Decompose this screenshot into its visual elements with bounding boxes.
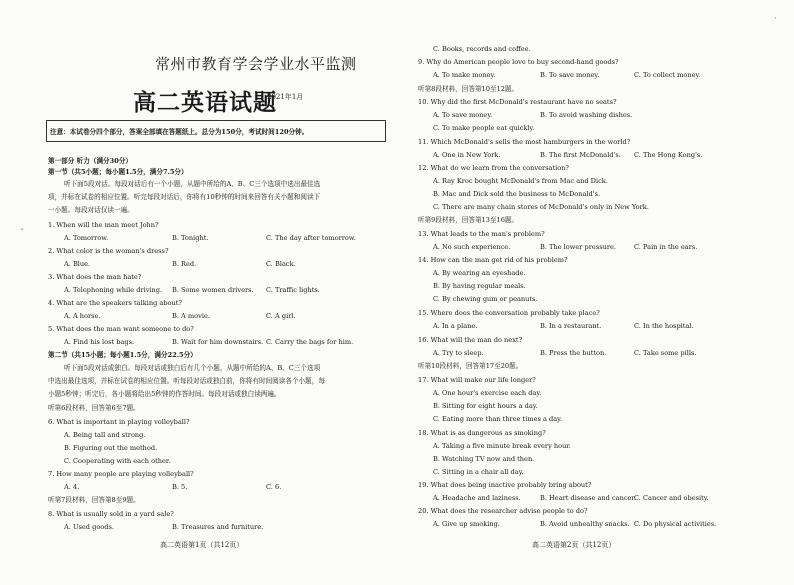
right-text-line: 12. What do we learn from the conversation? xyxy=(418,164,569,172)
right-text-line: B. Heart disease and cancer. xyxy=(540,494,636,502)
right-text-line: 听第9段材料，回答第13至16题。 xyxy=(418,216,519,224)
right-text-line: A. Ray Kroc bought McDonald's from Mac and Dick. xyxy=(433,177,608,185)
right-text-line: A. By wearing an eyeshade. xyxy=(433,269,526,277)
right-text-line: C. In the hospital. xyxy=(634,322,694,330)
right-text-line: C. Books, records and coffee. xyxy=(433,45,531,53)
right-text-line: 11. Which McDonald's sells the most hamburgers in the world? xyxy=(418,138,631,146)
right-text-line: C. Pain in the ears. xyxy=(634,243,698,251)
margin-mark: · xyxy=(774,14,777,23)
left-text-line: B. Red. xyxy=(172,260,197,268)
right-text-line: 13. What leads to the man's problem? xyxy=(418,230,545,238)
right-text-line: 14. How can the man get rid of his problem? xyxy=(418,256,568,264)
left-text-line: 听第7段材料，回答第8至9题。 xyxy=(48,496,140,504)
left-text-line: 2. What color is the woman's dress? xyxy=(48,247,169,255)
left-text-line: A. Blue. xyxy=(64,260,91,268)
left-text-line: 第一节（共5小题；每小题1.5分，满分7.5分） xyxy=(48,168,188,176)
right-text-line: 17. What will make our life longer? xyxy=(418,376,536,384)
left-text-line: 6. What is important in playing volleyball? xyxy=(48,418,190,426)
exam-notice: 注意：本试卷分四个部分，答案全部填在答题纸上。总分为150分，考试时间120分钟。 xyxy=(46,120,386,142)
right-text-line: C. To make people eat quickly. xyxy=(433,124,535,132)
left-text-line: B. Tonight. xyxy=(172,234,209,242)
left-text-line: 1. When will the man meet John? xyxy=(48,221,159,229)
left-text-line: A. Being tall and strong. xyxy=(64,431,146,439)
left-text-line: 小题5秒钟；听完后，各小题将给出5秒钟的作答时间。每段对话或独白读两遍。 xyxy=(48,390,281,398)
left-text-line: 8. What is usually sold in a yard sale? xyxy=(48,510,174,518)
footer-right-page-number: 高二英语第2页（共12页） xyxy=(532,541,616,549)
left-text-line: 3. What does the man hate? xyxy=(48,273,142,281)
right-text-line: B. Watching TV now and then. xyxy=(433,455,535,463)
right-text-line: C. Eating more than three times a day. xyxy=(433,415,563,423)
right-text-line: 9. Why do American people love to buy second-hand goods? xyxy=(418,58,619,66)
left-text-line: B. Some women drivers. xyxy=(172,286,254,294)
left-text-line: 7. How many people are playing volleyball? xyxy=(48,470,194,478)
right-text-line: A. One hour's exercise each day. xyxy=(433,389,542,397)
right-text-line: B. To avoid washing dishes. xyxy=(540,111,633,119)
left-text-line: A. A horse. xyxy=(64,312,101,320)
left-text-line: 听第6段材料，回答第6至7题。 xyxy=(48,404,140,412)
exam-date: 2021年1月 xyxy=(267,93,304,101)
right-text-line: A. To make money. xyxy=(433,71,496,79)
left-text-line: 4. What are the speakers talking about? xyxy=(48,299,182,307)
right-text-line: B. Mac and Dick sold the business to McDonald's. xyxy=(433,190,601,198)
exam-title: 高二英语试题 xyxy=(133,89,277,116)
left-text-line: B. Treasures and furniture. xyxy=(172,523,264,531)
right-text-line: A. In a plane. xyxy=(433,322,478,330)
right-text-line: B. Avoid unhealthy snacks. xyxy=(540,520,630,528)
right-text-line: 16. What will the man do next? xyxy=(418,336,523,344)
right-text-line: B. The lower pressure. xyxy=(540,243,616,251)
footer-left-page-number: 高二英语第1页（共12页） xyxy=(160,541,244,549)
right-text-line: A. To save money. xyxy=(433,111,493,119)
left-text-line: A. 4. xyxy=(64,483,80,491)
left-text-line: C. 6. xyxy=(266,483,282,491)
right-text-line: 18. What is as dangerous as smoking? xyxy=(418,429,546,437)
left-text-line: A. Tomorrow. xyxy=(64,234,109,242)
margin-mark: ˇ xyxy=(20,228,24,237)
right-text-line: B. Sitting for eight hours a day. xyxy=(433,402,538,410)
left-text-line: A. Telephoning while driving. xyxy=(64,286,163,294)
left-text-line: 5. What does the man want someone to do? xyxy=(48,325,194,333)
right-text-line: C. To collect money. xyxy=(634,71,701,79)
right-text-line: B. The first McDonald's. xyxy=(540,151,621,159)
left-text-line: 第二节（共15小题；每小题1.5分，满分22.5分） xyxy=(48,351,197,359)
left-text-line: C. Cooperating with each other. xyxy=(64,457,171,465)
left-text-line: A. Used goods. xyxy=(64,523,114,531)
right-text-line: A. Try to sleep. xyxy=(433,349,484,357)
left-text-line: B. Figuring out the method. xyxy=(64,444,158,452)
right-text-line: 听第8段材料，回答第10至12题。 xyxy=(418,85,519,93)
right-text-line: 15. Where does the conversation probably take place? xyxy=(418,309,600,317)
right-text-line: A. Headache and laziness. xyxy=(433,494,521,502)
right-text-line: C. There are many chain stores of McDonald's only in New York. xyxy=(433,203,649,211)
left-text-line: A. Find his lost bags. xyxy=(64,338,135,346)
right-text-line: B. Press the button. xyxy=(540,349,607,357)
right-text-line: C. Take some pills. xyxy=(634,349,697,357)
right-text-line: A. No such experience. xyxy=(433,243,511,251)
left-text-line: C. A girl. xyxy=(266,312,296,320)
right-text-line: C. Sitting in a chair all day. xyxy=(433,468,524,476)
right-text-line: C. By chewing gum or peanuts. xyxy=(433,295,538,303)
exam-organization: 常州市教育学会学业水平监测 xyxy=(155,55,357,73)
left-text-line: 听下面5段对话。每段对话后有一个小题，从题中所给的A、B、C三个选项中选出最佳选 xyxy=(64,180,321,188)
left-text-line: C. Black. xyxy=(266,260,296,268)
right-text-line: B. By having regular meals. xyxy=(433,282,526,290)
left-text-line: 一小题。每段对话仅读一遍。 xyxy=(48,206,134,214)
left-text-line: 中选出最佳选项，并标在试卷的相应位置。听每段对话或独白前，你将有时间阅读各个小题，每 xyxy=(48,377,325,385)
right-text-line: A. Give up smoking. xyxy=(433,520,500,528)
right-text-line: C. Cancer and obesity. xyxy=(634,494,709,502)
right-text-line: C. The Hong Kong's. xyxy=(634,151,703,159)
right-text-line: 听第10段材料，回答第17至20题。 xyxy=(418,362,523,370)
right-text-line: A. One in New York. xyxy=(433,151,501,159)
right-text-line: B. In a restaurant. xyxy=(540,322,602,330)
right-text-line: A. Taking a five minute break every hour. xyxy=(433,442,571,450)
left-text-line: B. 5. xyxy=(172,483,188,491)
right-text-line: C. Do physical activities. xyxy=(634,520,717,528)
left-text-line: C. Carry the bags for him. xyxy=(266,338,354,346)
right-text-line: B. To save money. xyxy=(540,71,600,79)
right-text-line: 20. What does the researcher advise people to do? xyxy=(418,507,588,515)
left-text-line: 听下面5段对话或独白。每段对话或独白后有几个小题，从题中所给的A、B、C三个选项 xyxy=(64,364,321,372)
right-text-line: 19. What does being inactive probably bring about? xyxy=(418,481,592,489)
left-text-line: 项，并标在试卷的相应位置。听完每段对话后，你将有10秒钟的时间来回答有关小题和阅读下 xyxy=(48,193,321,201)
left-text-line: 第一部分 听力（满分30分） xyxy=(48,157,133,165)
left-text-line: B. A movie. xyxy=(172,312,210,320)
left-text-line: C. The day after tomorrow. xyxy=(266,234,356,242)
left-text-line: B. Wait for him downstairs. xyxy=(172,338,264,346)
left-text-line: C. Traffic lights. xyxy=(266,286,320,294)
right-text-line: 10. Why did the first McDonald's restaurant have no seats? xyxy=(418,98,617,106)
